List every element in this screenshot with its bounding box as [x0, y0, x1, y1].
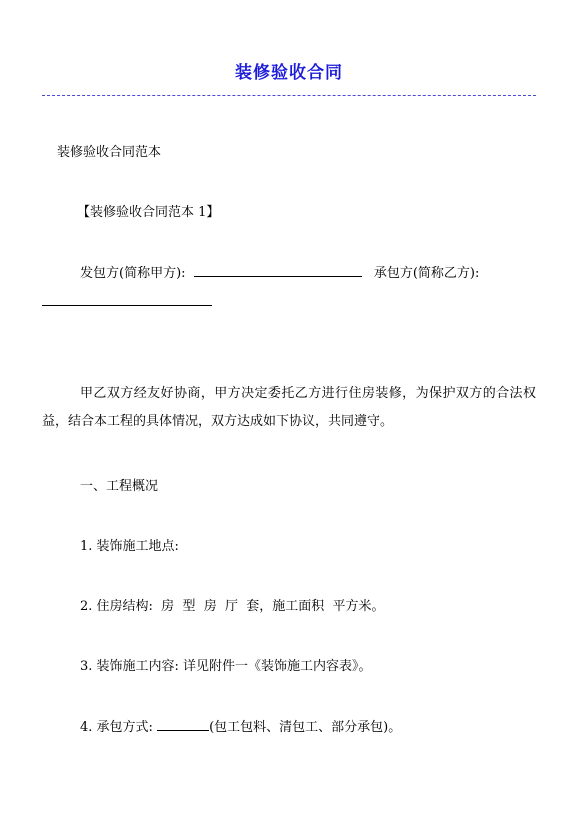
party-line	[80, 264, 479, 283]
item-3: 3. 装饰施工内容: 详见附件一《装饰施工内容表》。	[80, 659, 372, 674]
title-divider	[42, 95, 536, 96]
sample-label: 【装修验收合同范本 1】	[77, 205, 220, 220]
party-b-label: 承包方(简称乙方):	[373, 266, 480, 281]
party-b-blank	[42, 305, 212, 306]
item-2: 2. 住房结构: 房 型 房 厅 套，施工面积 平方米。	[80, 599, 385, 614]
party-a-blank	[194, 264, 362, 277]
item-1: 1. 装饰施工地点:	[80, 539, 179, 554]
document-title: 装修验收合同	[235, 63, 343, 83]
item-4	[80, 718, 401, 737]
item-4-prefix: 4. 承包方式:	[80, 720, 158, 735]
party-a-label: 发包方(简称甲方):	[80, 266, 186, 281]
document-heading: 装修验收合同范本	[57, 145, 162, 160]
item-4-suffix: (包工包料、清包工、部分承包)。	[209, 720, 402, 735]
section-1-title: 一、工程概况	[80, 479, 159, 494]
item-4-blank	[157, 718, 209, 731]
intro-paragraph: 甲乙双方经友好协商，甲方决定委托乙方进行住房装修，为保护双方的合法权益，结合本工程的具体情况，双方达成如下协议，共同遵守。	[42, 386, 536, 429]
